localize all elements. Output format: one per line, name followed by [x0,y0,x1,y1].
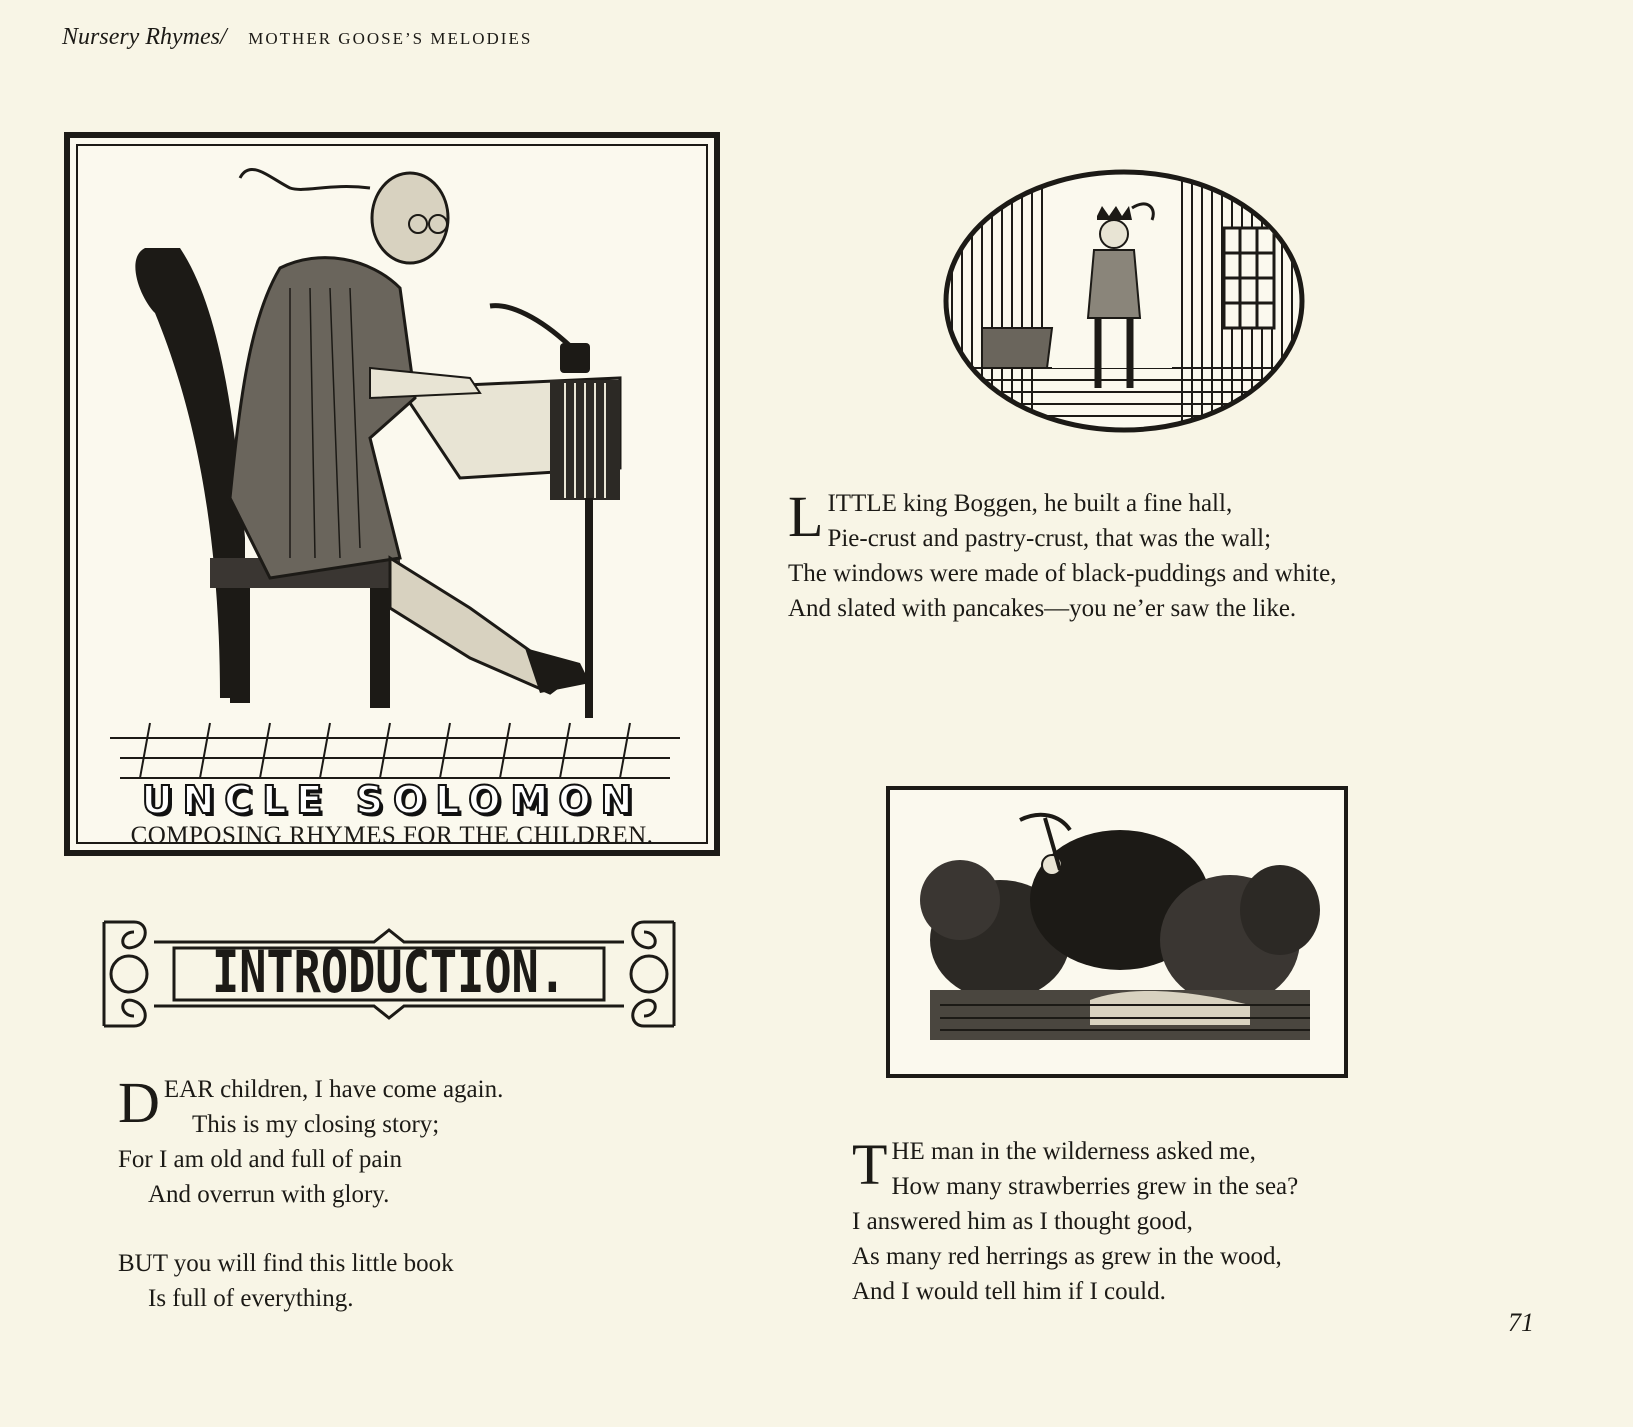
intro-poem [118,1070,504,1316]
poem-line: The windows were made of black-puddings and white, [788,560,1337,587]
drop-cap: D [118,1070,160,1135]
solomon-caption: COMPOSING RHYMES FOR THE CHILDREN. [130,822,654,849]
section-title: MOTHER GOOSE’S MELODIES [248,29,533,48]
poem-line: For I am old and full of pain [118,1146,402,1173]
wilderness-poem [852,1132,1299,1309]
drop-cap: T [852,1132,888,1197]
running-title: Nursery Rhymes/ [62,24,227,50]
drop-cap: L [788,484,824,549]
poem-line: I answered him as I thought good, [852,1208,1193,1235]
poem-line: As many red herrings as grew in the wood, [852,1243,1282,1270]
poem-line: How many strawberries grew in the sea? [891,1173,1299,1200]
king-boggen-poem [788,486,1336,626]
poem-line: And overrun with glory. [148,1181,390,1208]
king-boggen-illustration [942,168,1306,434]
floor-hatching [110,723,680,778]
poem-line: HE man in the wilderness asked me, [891,1138,1256,1165]
poem-line: ITTLE king Boggen, he built a fine hall, [827,490,1233,517]
page-number: 71 [1508,1308,1534,1337]
wilderness-illustration [886,786,1348,1078]
uncle-solomon-illustration [64,132,720,856]
introduction-label: INTRODUCTION. [211,938,567,1006]
poem-line: This is my closing story; [192,1111,440,1138]
ground [930,990,1310,1040]
uncle-solomon-engraving [70,138,714,850]
poem-line: BUT you will find this little book [118,1250,454,1277]
poem-line: Pie-crust and pastry-crust, that was the wall; [827,525,1272,552]
running-header [62,22,532,51]
poem-line: And slated with pancakes—you ne’er saw the like. [788,595,1297,622]
poem-line: And I would tell him if I could. [852,1278,1166,1305]
bushes [920,830,1320,1005]
poem-line: Is full of everything. [148,1285,354,1312]
introduction-banner [94,912,684,1036]
solomon-title: UNCLE SOLOMON [141,778,643,822]
poem-line: EAR children, I have come again. [163,1076,504,1103]
